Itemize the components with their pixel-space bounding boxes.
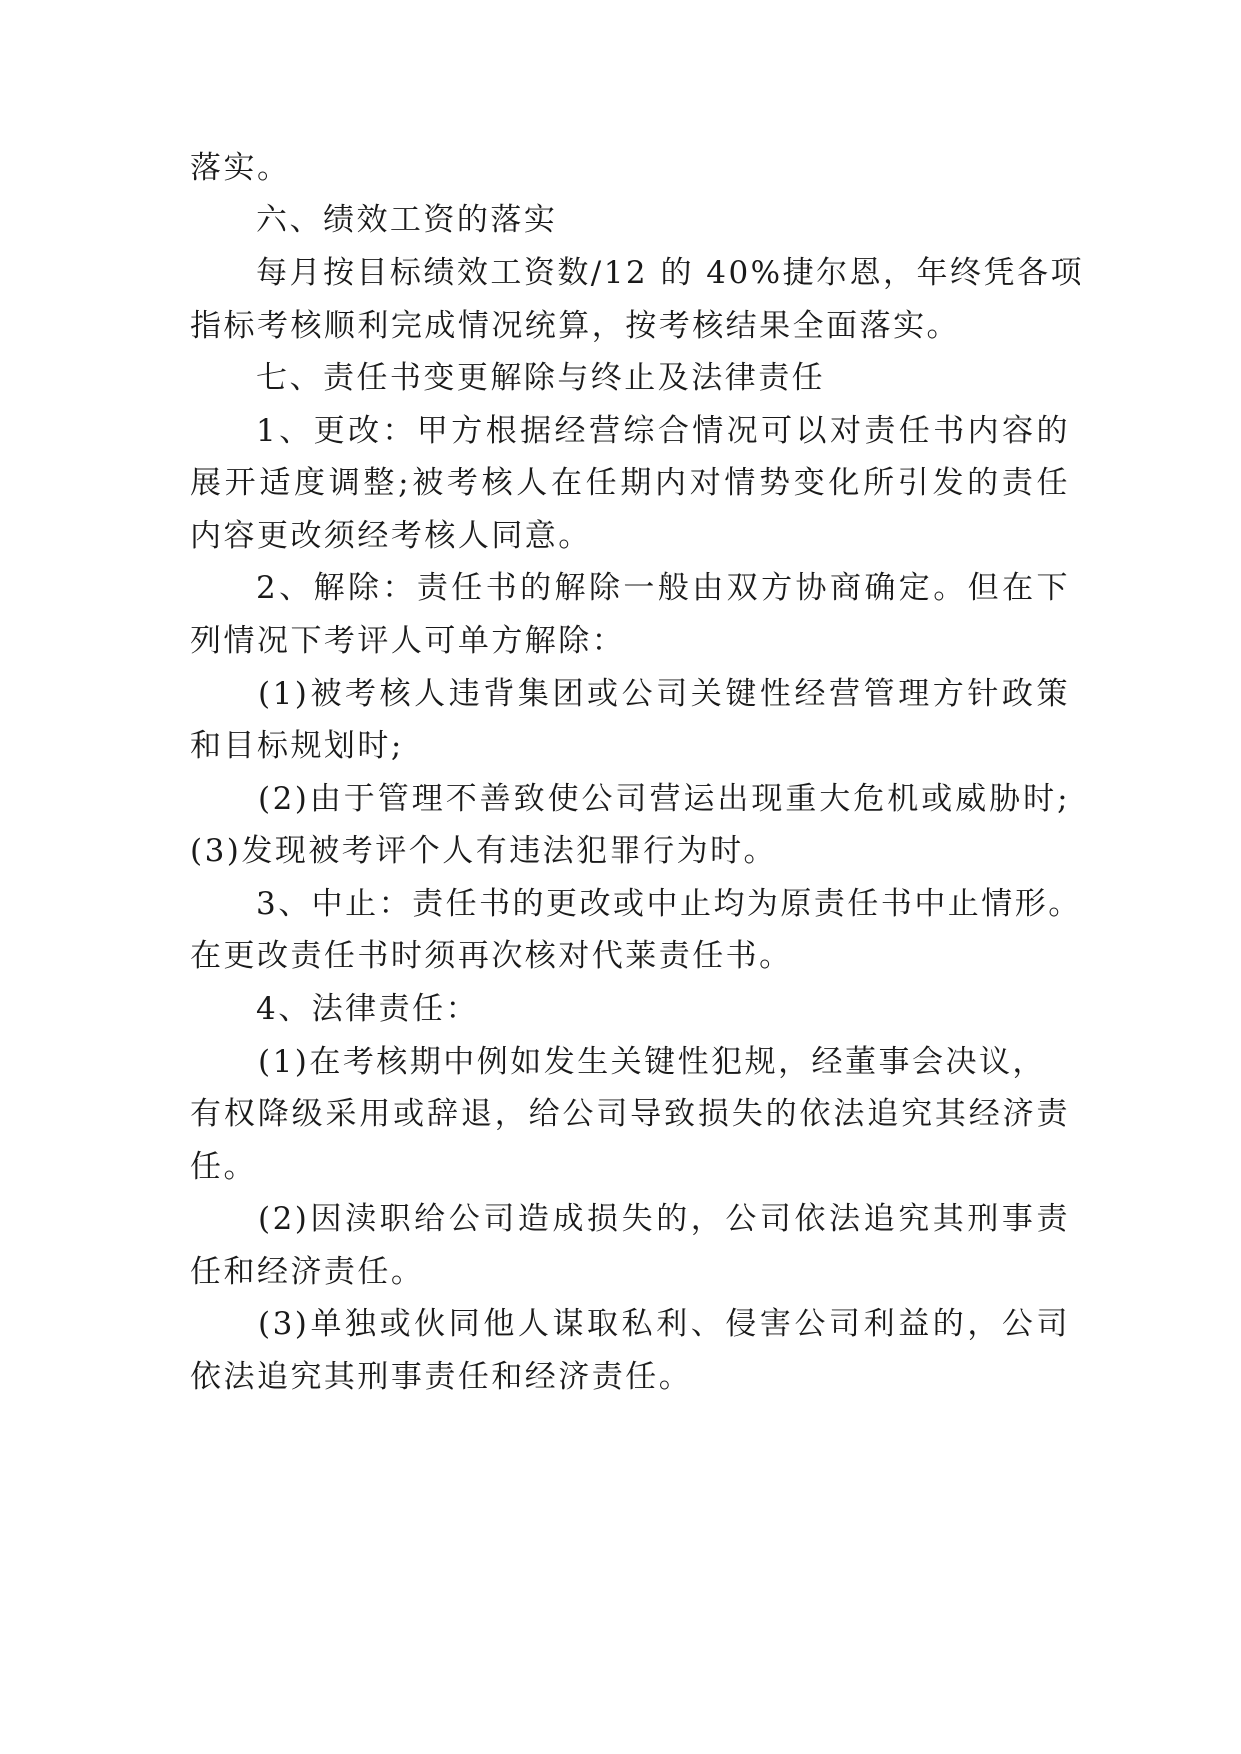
list-item: (1)被考核人违背集团或公司关键性经营管理方针政策 — [258, 676, 1070, 712]
section-heading: 4、法律责任： — [256, 991, 480, 1027]
section-heading: 七、责任书变更解除与终止及法律责任 — [256, 360, 826, 396]
paragraph-line: 1、更改：甲方根据经营综合情况可以对责任书内容的 — [256, 413, 1070, 449]
paragraph-line: 任和经济责任。 — [190, 1254, 425, 1290]
list-item: (3)发现被考评个人有违法犯罪行为时。 — [190, 833, 778, 869]
paragraph-line: 每月按目标绩效工资数/12 的 40%捷尔恩，年终凭各项 — [256, 255, 1084, 291]
paragraph-line: 和目标规划时; — [190, 728, 404, 764]
paragraph-line: 3、中止：责任书的更改或中止均为原责任书中止情形。 — [256, 886, 1082, 922]
paragraph-line: 2、解除：责任书的解除一般由双方协商确定。但在下 — [256, 570, 1070, 606]
paragraph-line: 任。 — [190, 1149, 257, 1185]
paragraph-line: 指标考核顺利完成情况统算，按考核结果全面落实。 — [190, 308, 961, 344]
section-heading: 六、绩效工资的落实 — [256, 202, 558, 238]
list-item: (1)在考核期中例如发生关键性犯规，经董事会决议， — [258, 1044, 1046, 1080]
paragraph-line: 内容更改须经考核人同意。 — [190, 518, 592, 554]
paragraph-line: 展开适度调整;被考核人在任期内对情势变化所引发的责任 — [190, 465, 1070, 501]
paragraph-line: 依法追究其刑事责任和经济责任。 — [190, 1359, 693, 1395]
paragraph-line: 列情况下考评人可单方解除： — [190, 623, 626, 659]
list-item: (2)因渎职给公司造成损失的，公司依法追究其刑事责 — [258, 1201, 1070, 1237]
list-item: (3)单独或伙同他人谋取私利、侵害公司利益的，公司 — [258, 1306, 1070, 1342]
list-item: (2)由于管理不善致使公司营运出现重大危机或威胁时; — [258, 781, 1070, 817]
paragraph-line: 落实。 — [190, 150, 291, 186]
paragraph-line: 在更改责任书时须再次核对代莱责任书。 — [190, 938, 793, 974]
paragraph-line: 有权降级采用或辞退，给公司导致损失的依法追究其经济责 — [190, 1096, 1070, 1132]
